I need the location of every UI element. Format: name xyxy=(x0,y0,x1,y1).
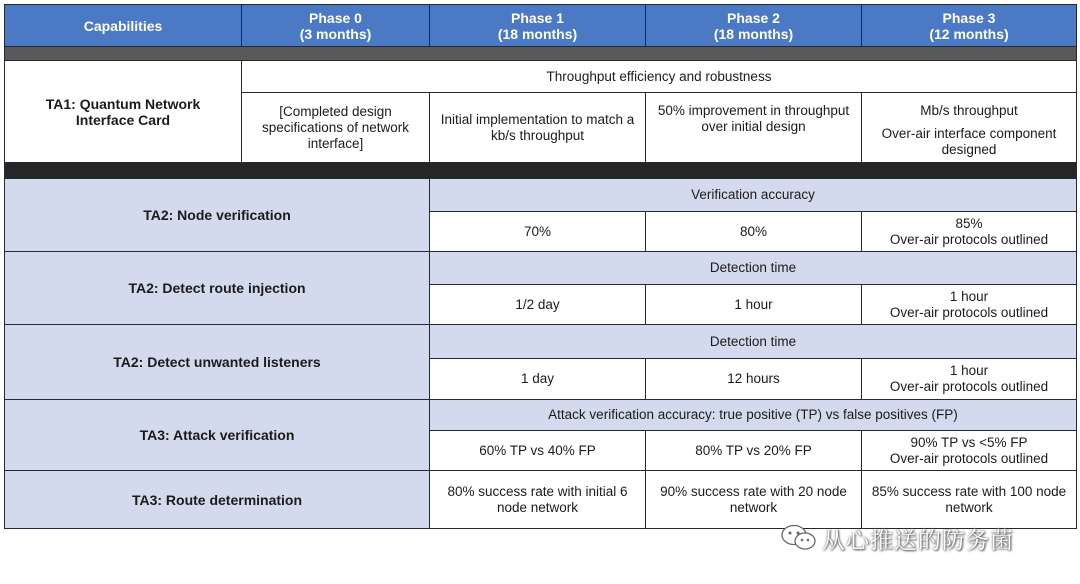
ta2-node-phase-1: 70% xyxy=(430,212,646,252)
ta3-route-phase-3: 85% success rate with 100 node network xyxy=(862,471,1077,529)
ta2-listeners-metric: Detection time xyxy=(430,325,1077,359)
header-row xyxy=(5,5,1077,47)
ta2-route-phase-3: 1 hour Over-air protocols outlined xyxy=(862,285,1077,325)
ta2-node-metric-row xyxy=(5,179,1077,212)
header-phase-2: Phase 2 (18 months) xyxy=(646,5,862,47)
ta1-phase-1: Initial implementation to match a kb/s throughput xyxy=(430,93,646,163)
capabilities-table xyxy=(4,4,1077,529)
ta3-route-label: TA3: Route determination xyxy=(5,471,430,529)
header-phase-0: Phase 0 (3 months) xyxy=(242,5,430,47)
ta1-phase-2: 50% improvement in throughput over initial design xyxy=(646,93,862,163)
ta2-route-metric: Detection time xyxy=(430,252,1077,285)
ta2-node-label: TA2: Node verification xyxy=(5,179,430,252)
ta2-listeners-label: TA2: Detect unwanted listeners xyxy=(5,325,430,400)
separator-row xyxy=(5,47,1077,61)
ta2-route-label: TA2: Detect route injection xyxy=(5,252,430,325)
ta2-listeners-phase-1: 1 day xyxy=(430,359,646,400)
ta1-metric-row xyxy=(5,61,1077,93)
ta2-route-phase-1: 1/2 day xyxy=(430,285,646,325)
ta3-attack-metric-row xyxy=(5,400,1077,431)
ta1-phase-0: [Completed design specifications of network interface] xyxy=(242,93,430,163)
ta3-attack-phase-3: 90% TP vs <5% FP Over-air protocols outlined xyxy=(862,431,1077,471)
ta3-attack-phase-2: 80% TP vs 20% FP xyxy=(646,431,862,471)
ta3-route-phase-2: 90% success rate with 20 node network xyxy=(646,471,862,529)
ta2-node-phase-2: 80% xyxy=(646,212,862,252)
ta2-listeners-phase-3: 1 hour Over-air protocols outlined xyxy=(862,359,1077,400)
ta2-node-metric: Verification accuracy xyxy=(430,179,1077,212)
ta2-listeners-phase-2: 12 hours xyxy=(646,359,862,400)
separator-bar-2 xyxy=(5,163,1077,179)
ta2-route-phase-2: 1 hour xyxy=(646,285,862,325)
watermark xyxy=(780,522,1014,554)
ta3-attack-label: TA3: Attack verification xyxy=(5,400,430,471)
header-capabilities: Capabilities xyxy=(5,5,242,47)
header-phase-1: Phase 1 (18 months) xyxy=(430,5,646,47)
ta2-route-metric-row xyxy=(5,252,1077,285)
wechat-icon xyxy=(780,524,818,552)
header-phase-3: Phase 3 (12 months) xyxy=(862,5,1077,47)
separator-row-2 xyxy=(5,163,1077,179)
ta2-listeners-metric-row xyxy=(5,325,1077,359)
ta3-attack-metric: Attack verification accuracy: true positive (TP) vs false positives (FP) xyxy=(430,400,1077,431)
separator-bar xyxy=(5,47,1077,61)
ta2-node-phase-3: 85% Over-air protocols outlined xyxy=(862,212,1077,252)
ta3-route-phase-1: 80% success rate with initial 6 node network xyxy=(430,471,646,529)
ta1-label: TA1: Quantum Network Interface Card xyxy=(5,61,242,163)
ta3-route-row xyxy=(5,471,1077,529)
ta1-metric: Throughput efficiency and robustness xyxy=(242,61,1077,93)
watermark-text: 从心推送的防务菌 xyxy=(822,527,1014,554)
ta3-attack-phase-1: 60% TP vs 40% FP xyxy=(430,431,646,471)
ta1-phase-3: Mb/s throughput Over-air interface component designed xyxy=(862,93,1077,163)
